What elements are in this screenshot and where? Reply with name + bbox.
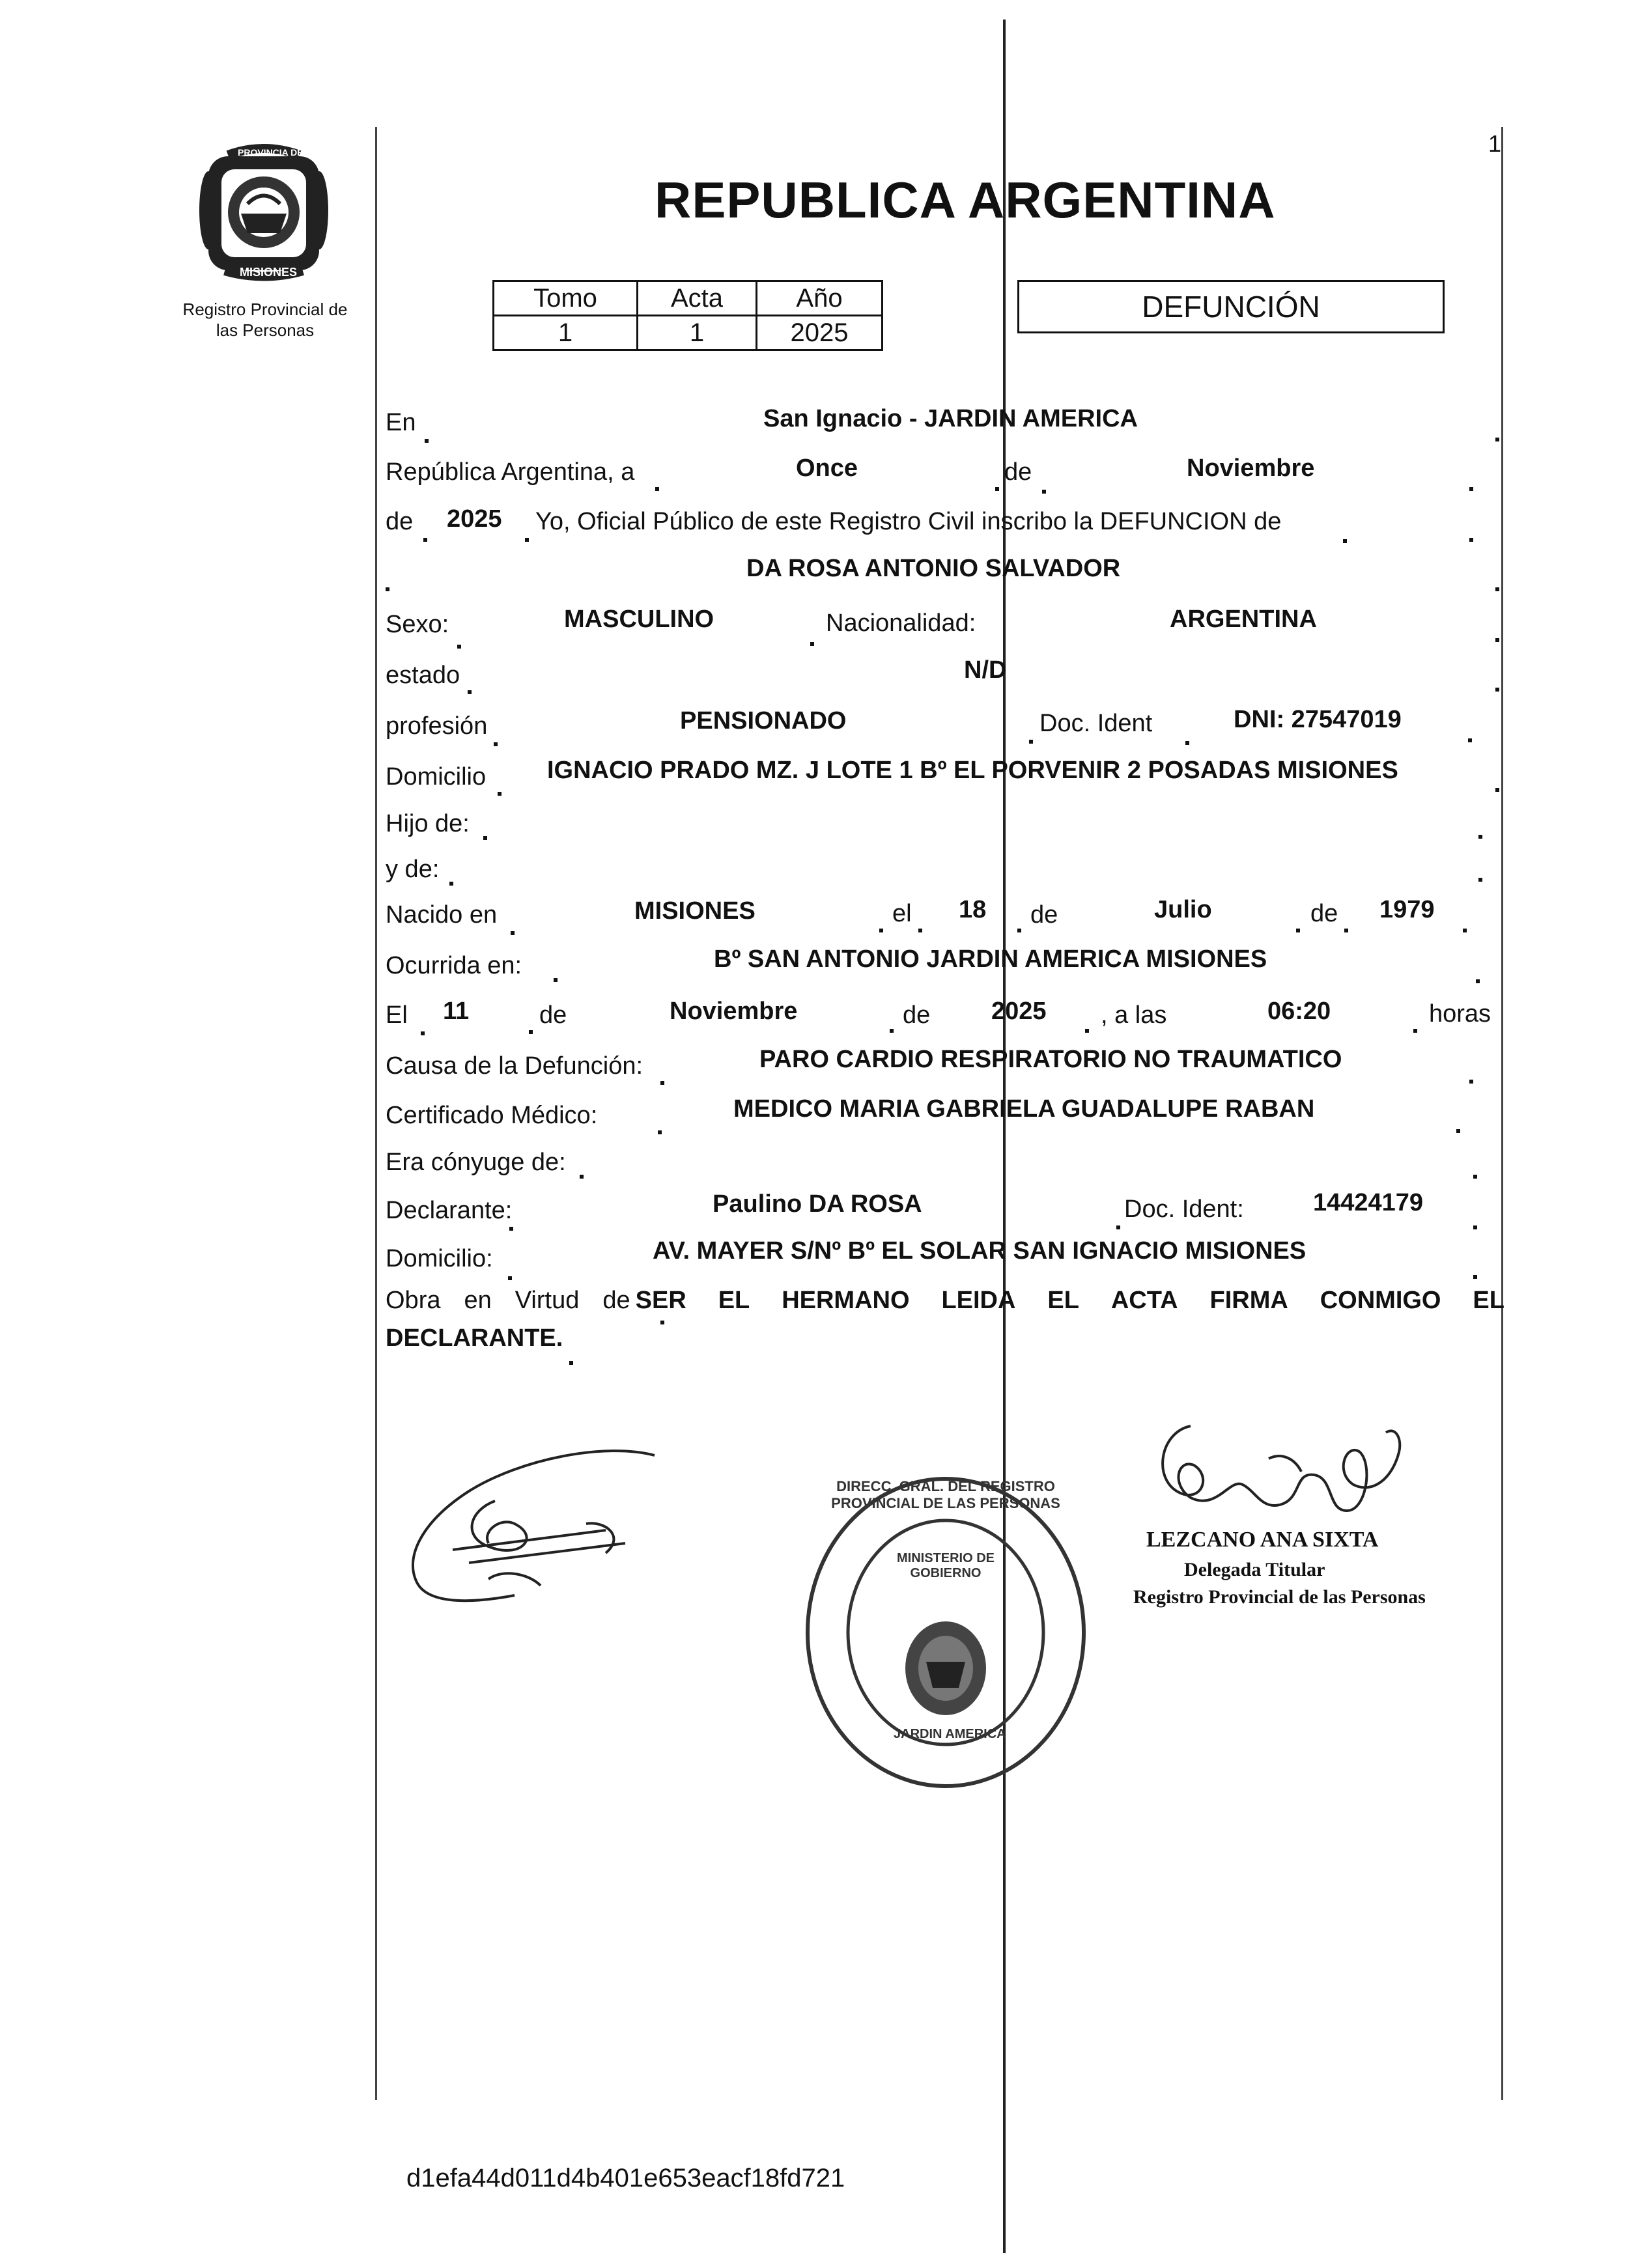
obra-word: LEIDA [941, 1287, 1016, 1314]
ocurrida-label: Ocurrida en: [386, 952, 522, 979]
leader-dot [1343, 539, 1347, 543]
leader-dot [525, 538, 529, 542]
el-label: el [892, 900, 912, 927]
leader-dot [1185, 741, 1189, 745]
leader-dot [1469, 487, 1473, 491]
official-office: Registro Provincial de las Personas [1133, 1586, 1426, 1608]
right-margin-line [1501, 127, 1503, 2100]
doc-value: DNI: 27547019 [1234, 706, 1402, 733]
seal-bottom-text: JARDIN AMERICA [894, 1727, 1006, 1741]
leader-dot [494, 742, 498, 746]
leader-dot [529, 1030, 533, 1034]
en-label: En [386, 409, 416, 436]
page-number: 1 [1488, 130, 1502, 157]
declarante-label: Declarante: [386, 1197, 513, 1224]
leader-dot [1029, 740, 1033, 744]
obra-value-line2: DECLARANTE. [386, 1324, 563, 1352]
def-mes-value: Noviembre [670, 998, 798, 1025]
nac-dia-value: 18 [959, 896, 987, 923]
mes-value: Noviembre [1187, 455, 1315, 482]
anio-value: 2025 [447, 505, 502, 533]
sexo-label: Sexo: [386, 611, 449, 638]
table-header-anio: Año [757, 281, 883, 316]
dia-value: Once [796, 455, 858, 482]
obra-word: EL [1473, 1287, 1505, 1314]
leader-dot [1478, 835, 1482, 839]
nac-de2-label: de [1310, 900, 1338, 927]
nacionalidad-value: ARGENTINA [1170, 606, 1317, 633]
leader-dot [1344, 929, 1348, 932]
sexo-value: MASCULINO [564, 606, 714, 633]
logo-text-top: PROVINCIA DE [238, 147, 304, 158]
def-dia-value: 11 [443, 998, 470, 1025]
leader-dot [498, 792, 502, 796]
leader-dot [1463, 929, 1467, 932]
leader-dot [1469, 538, 1473, 542]
leader-dot [995, 487, 999, 491]
leader-dot [1085, 1029, 1089, 1033]
def-de2-label: de [903, 1001, 931, 1029]
leader-dot [1473, 1175, 1477, 1179]
leader-dot [658, 1130, 662, 1134]
nac-anio-value: 1979 [1379, 896, 1435, 923]
leader-dot [449, 882, 453, 886]
table-header-acta: Acta [638, 281, 757, 316]
def-de-label: de [539, 1001, 567, 1029]
leader-dot [1495, 587, 1499, 591]
obra-value-line1 [636, 1287, 1505, 1315]
leader-dot [890, 1029, 894, 1033]
leader-dot [1456, 1129, 1460, 1133]
leader-dot [509, 1227, 513, 1231]
leader-dot [1495, 788, 1499, 792]
obra-word: EL [1047, 1287, 1079, 1314]
conyuge-label: Era cónyuge de: [386, 1149, 566, 1176]
table-cell-acta: 1 [638, 316, 757, 350]
table-cell-tomo: 1 [494, 316, 638, 350]
registry-name-line2: las Personas [216, 320, 315, 340]
left-margin-line [375, 127, 377, 2100]
obra-label-4: de [602, 1287, 630, 1314]
official-title: Delegada Titular [1184, 1559, 1325, 1580]
nac-mes-value: Julio [1154, 896, 1212, 923]
seal-inner-text: MINISTERIO DE GOBIERNO [896, 1551, 995, 1580]
table-header-tomo: Tomo [494, 281, 638, 316]
leader-dot [457, 645, 461, 649]
en-value: San Ignacio - JARDIN AMERICA [763, 405, 1138, 432]
el2-label: El [386, 1001, 408, 1029]
estado-value: N/D [964, 656, 1007, 684]
leader-dot [1469, 1080, 1473, 1084]
declarante-value: Paulino DA ROSA [713, 1190, 922, 1218]
certificado-value: MEDICO MARIA GABRIELA GUADALUPE RABAN [733, 1095, 1315, 1123]
def-anio-value: 2025 [991, 998, 1047, 1025]
doc2-value: 14424179 [1313, 1189, 1424, 1216]
leader-dot [421, 1031, 425, 1035]
obra-word: EL [718, 1287, 750, 1314]
record-table [492, 280, 883, 351]
leader-dot [1413, 1029, 1417, 1033]
nombre-value: DA ROSA ANTONIO SALVADOR [746, 555, 1121, 582]
leader-dot [1478, 878, 1482, 882]
record-type-box: DEFUNCIÓN [1017, 280, 1445, 333]
leader-dot [508, 1276, 512, 1280]
leader-dot [1042, 490, 1046, 494]
profesion-label: profesión [386, 712, 488, 740]
obra-label-2: en [464, 1287, 492, 1314]
horas-label: horas [1429, 1000, 1491, 1028]
registry-logo [195, 142, 332, 282]
leader-dot [1468, 738, 1472, 742]
leader-dot [810, 642, 814, 646]
nac-de-label: de [1030, 901, 1058, 929]
leader-dot [386, 587, 389, 591]
leader-dot [423, 538, 427, 542]
page-title: REPUBLICA ARGENTINA [655, 171, 1276, 229]
domicilio-label: Domicilio [386, 763, 487, 791]
doc2-label: Doc. Ident: [1124, 1196, 1244, 1223]
profesion-value: PENSIONADO [680, 707, 847, 735]
leader-dot [554, 978, 558, 982]
table-cell-anio: 2025 [757, 316, 883, 350]
republica-label: República Argentina, a [386, 458, 635, 486]
leader-dot [483, 836, 487, 840]
leader-dot [918, 929, 922, 932]
alas-label: , a las [1101, 1001, 1167, 1029]
leader-dot [1495, 688, 1499, 692]
certificado-label: Certificado Médico: [386, 1102, 598, 1129]
causa-value: PARO CARDIO RESPIRATORIO NO TRAUMATICO [759, 1046, 1342, 1073]
nacido-label: Nacido en [386, 901, 498, 929]
ocurrida-value: Bº SAN ANTONIO JARDIN AMERICA MISIONES [714, 945, 1267, 973]
leader-dot [511, 931, 515, 935]
official-seal [802, 1473, 1089, 1792]
doc-label: Doc. Ident [1039, 710, 1153, 737]
document-hash: d1efa44d011d4b401e653eacf18fd721 [406, 2164, 845, 2192]
center-fold-line [1003, 20, 1006, 2253]
def-hora-value: 06:20 [1267, 998, 1331, 1025]
official-name: LEZCANO ANA SIXTA [1146, 1528, 1379, 1552]
obra-word: FIRMA [1209, 1287, 1288, 1314]
obra-word: SER [635, 1287, 686, 1314]
leader-dot [655, 487, 659, 491]
yde-label: y de: [386, 856, 440, 883]
leader-dot [425, 439, 429, 443]
oficial-text: Yo, Oficial Público de este Registro Civil inscribo la DEFUNCION de [535, 508, 1282, 535]
leader-dot [660, 1081, 664, 1085]
de2-label: de [386, 508, 414, 535]
leader-dot [1473, 1275, 1477, 1279]
leader-dot [1495, 638, 1499, 642]
seal-outer-text: DIRECC. GRAL. DEL REGISTRO PROVINCIAL DE LAS PERSONAS [831, 1478, 1060, 1511]
leader-dot [1296, 929, 1300, 932]
leader-dot [879, 929, 883, 932]
obra-word: CONMIGO [1320, 1287, 1441, 1314]
obra-row [386, 1287, 1505, 1315]
official-signature [1132, 1413, 1438, 1543]
leader-dot [580, 1175, 584, 1179]
nacionalidad-label: Nacionalidad: [826, 609, 976, 637]
obra-word: ACTA [1110, 1287, 1178, 1314]
leader-dot [569, 1361, 573, 1365]
leader-dot [1473, 1225, 1477, 1229]
obra-word: HERMANO [782, 1287, 910, 1314]
nacido-value: MISIONES [634, 897, 756, 925]
hijo-label: Hijo de: [386, 810, 470, 837]
causa-label: Causa de la Defunción: [386, 1052, 643, 1080]
leader-dot [1495, 438, 1499, 441]
leader-dot [1017, 929, 1021, 932]
registry-name-line1: Registro Provincial de [182, 300, 348, 319]
estado-label: estado [386, 662, 460, 689]
leader-dot [1116, 1225, 1120, 1229]
obra-label-1: Obra [386, 1287, 441, 1314]
logo-text-bottom: MISIONES [240, 266, 298, 279]
domicilio2-value: AV. MAYER S/Nº Bº EL SOLAR SAN IGNACIO MISIONES [653, 1237, 1307, 1265]
domicilio-value: IGNACIO PRADO MZ. J LOTE 1 Bº EL PORVENIR 2 POSADAS MISIONES [547, 757, 1398, 784]
leader-dot [1476, 979, 1480, 983]
de-label: de [1004, 458, 1032, 486]
leader-dot [660, 1321, 664, 1324]
domicilio2-label: Domicilio: [386, 1245, 493, 1272]
leader-dot [468, 690, 472, 694]
obra-label-3: Virtud [515, 1287, 580, 1314]
declarant-signature [391, 1439, 690, 1608]
